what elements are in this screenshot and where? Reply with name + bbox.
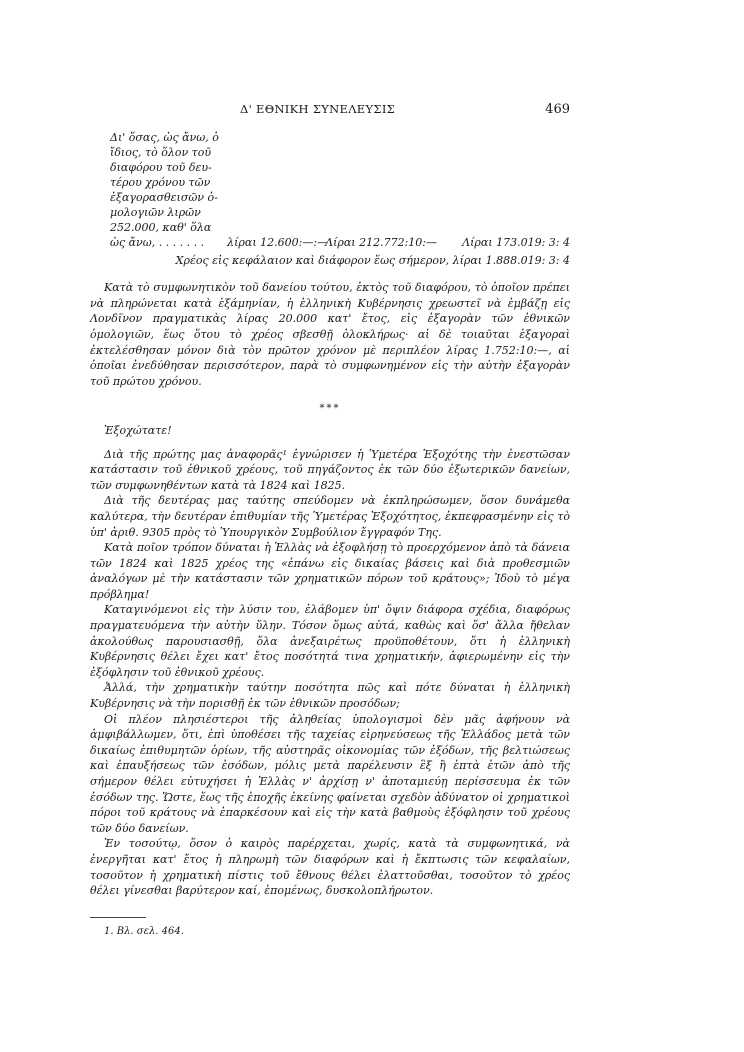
table-label-line: 252.000, καθ' ὅλα [110, 221, 212, 234]
paragraph: Ἀλλά, τὴν χρηματικὴν ταύτην ποσότητα πῶς καὶ πότε δύναται ἡ ἑλληνικὴ Κυβέρνησις νὰ τὴν πορισθῇ ἐκ τῶν ἐθνικῶν προσόδων; [90, 681, 570, 711]
paragraph-block-1 [90, 280, 570, 389]
footnote: 1. Βλ. σελ. 464. [104, 925, 184, 937]
table-label-line: ἐξαγορασθεισῶν ὁ- [110, 191, 218, 204]
paragraph: Διὰ τῆς δευτέρας μας ταύτης σπεύδομεν νὰ ἐκπληρώσωμεν, ὅσον δυνάμεθα καλύτερα, τὴν δευτέραν ἐπιθυμίαν τῆς Ὑμετέρας Ἐξοχότητος, ἐκπεφρασμένην εἰς τὸ ὑπ' ἀριθ. 9305 πρὸς τὸ Ὑπουργικὸν Συμβούλιον ἔγγραφόν Της. [90, 494, 570, 539]
table-amount-row [110, 235, 570, 251]
amount-3: Λίραι 173.019: 3: 4 [462, 236, 570, 249]
page-header [90, 102, 570, 124]
table-label-line: μολογιῶν λιρῶν [110, 206, 201, 219]
table-label-line: ἴδιος, τὸ ὅλον τοῦ [110, 146, 212, 159]
paragraph: Διὰ τῆς πρώτης μας ἀναφορᾶς¹ ἐγνώρισεν ἡ Ὑμετέρα Ἐξοχότης τὴν ἐνεστῶσαν κατάστασιν τοῦ ἐθνικοῦ χρέους, τοῦ πηγάζοντος ἐκ τῶν δύο ἐξωτερικῶν δανείων, τῶν συμφωνηθέντων κατὰ τὰ 1824 καὶ 1825. [90, 447, 570, 492]
footnote-rule [90, 917, 146, 918]
table-label [110, 130, 282, 235]
table-label-line: τέρου χρόνου τῶν [110, 176, 211, 189]
amount-2: Λίραι 212.772:10:— [325, 236, 437, 249]
paragraph: Κατὰ τὸ συμφωνητικὸν τοῦ δανείου τούτου, ἐκτὸς τοῦ διαφόρου, τὸ ὁποῖον πρέπει νὰ πληρώνεται κατὰ ἑξάμηνίαν, ἡ ἑλληνικὴ Κυβέρνησις χρεωστεῖ νὰ ἐμβάζῃ εἰς Λονδῖνον πραγματικὰς λίρας 20.000 κατ' ἔτος, εἰς ἐξαγορὰν τῶν ἐθνικῶν ὁμολογιῶν, ἕως ὅτου τὸ χρέος σβεσθῇ ὁλοκλήρως· αἱ δὲ τοιαῦται ἐξαγοραὶ ἐκτελέσθησαν μόνον διὰ τὸν πρῶτον χρόνον μὲ περιπλέον λίρας 1.752:10:—, αἱ ὁποῖαι ἐνεδύθησαν περισσότερον, παρὰ τὸ συμφωνημένον εἰς τὴν αὐτὴν ἐξαγορὰν τοῦ πρώτου χρόνου. [90, 281, 570, 388]
page-number: 469 [545, 102, 570, 117]
paragraph: Κατὰ ποῖον τρόπον δύναται ἡ Ἑλλὰς νὰ ἐξοφλήσῃ τὸ προερχόμενον ἀπὸ τὰ δάνεια τῶν 1824 καὶ 1825 χρέος της «ἐπάνω εἰς δικαίας βάσεις καὶ διὰ προθεσμιῶν ἀναλόγων μὲ τὴν κατάστασιν τῶν χρηματικῶν πόρων τοῦ κράτους»; Ἰδοὺ τὸ μέγα πρόβλημα! [90, 541, 570, 601]
table-label-last: ὡς ἄνω, . . . . . . . [110, 236, 205, 249]
table-label-line: διαφόρου τοῦ δευ- [110, 161, 212, 174]
amount-1: λίραι 12.600:—:— [227, 236, 329, 249]
table-label-line: Δι' ὅσας, ὡς ἄνω, ὁ [110, 131, 219, 144]
section-separator: *** [319, 403, 341, 415]
total-row: Χρέος εἰς κεφάλαιον καὶ διάφορον ἕως σήμερον, λίραι 1.888.019: 3: 4 [175, 253, 570, 267]
paragraph: Ἐν τοσούτῳ, ὅσον ὁ καιρὸς παρέρχεται, χωρίς, κατὰ τὰ συμφωνητικά, νὰ ἐνεργῆται κατ' ἔτος ἡ πληρωμὴ τῶν διαφόρων καὶ ἡ ἔκπτωσις τῶν κεφαλαίων, τοσοῦτον ἡ χρηματικὴ πίστις τοῦ ἔθνους θέλει ἐλαττοῦσθαι, τοσοῦτον τὸ χρέος θέλει γίνεσθαι βαρύτερον καί, ἑπομένως, δυσκολοπλήρωτον. [90, 837, 570, 898]
page-body [90, 130, 570, 939]
salutation: Ἐξοχώτατε! [104, 423, 172, 437]
paragraph: Καταγινόμενοι εἰς τὴν λύσιν του, ἐλάβομεν ὑπ' ὄψιν διάφορα σχέδια, διαφόρως πραγματευόμενα τὴν αὐτὴν ὕλην. Τόσον ὅμως αὐτά, καθὼς καὶ ὅσ' ἄλλα ἤθελαν ἀκολούθως παρουσιασθῇ, ὅλα ἀνεξαιρέτως προϋποθέτουν, ὅτι ἡ ἑλληνικὴ Κυβέρνησις θέλει ἔχει κατ' ἔτος ποσότητά τινα χρηματικήν, ἀφιερωμένην εἰς τὴν ἐξόφλησιν τοῦ ἐθνικοῦ χρέους. [90, 603, 570, 679]
running-head: Δ' ΕΘΝΙΚΗ ΣΥΝΕΛΕΥΣΙΣ [240, 102, 396, 116]
paragraph: Οἱ πλέον πλησιέστεροι τῆς ἀληθείας ὑπολογισμοὶ δὲν μᾶς ἀφήνουν νὰ ἀμφιβάλλωμεν, ὅτι, ἐπὶ ὑποθέσει τῆς ταχείας εἰρηνεύσεως τῆς Ἑλλάδος μετὰ τῶν δικαίως ἐπιθυμητῶν ὁρίων, τῆς αὐστηρᾶς οἰκονομίας τῶν ἐξόδων, τῆς βελτιώσεως καὶ ἐπαυξήσεως τῶν ἐσόδων, μόλις μετὰ παρέλευσιν ἓξ ἢ ἑπτὰ ἐτῶν ἀπὸ τῆς σήμερον θέλει εὐτυχήσει ἡ Ἑλλὰς ν' ἀρχίσῃ ν' ἀποταμιεύῃ περίσσευμα ἐκ τῶν ἐσόδων της. Ὥστε, ἕως τῆς ἐποχῆς ἐκείνης φαίνεται σχεδὸν ἀδύνατον οἱ χρηματικοὶ πόροι τοῦ κράτους νὰ ἐπαρκέσουν καὶ εἰς τὴν κατὰ βαθμοὺς ἐξόφλησιν τοῦ χρέους τῶν δύο δανείων. [90, 712, 570, 835]
